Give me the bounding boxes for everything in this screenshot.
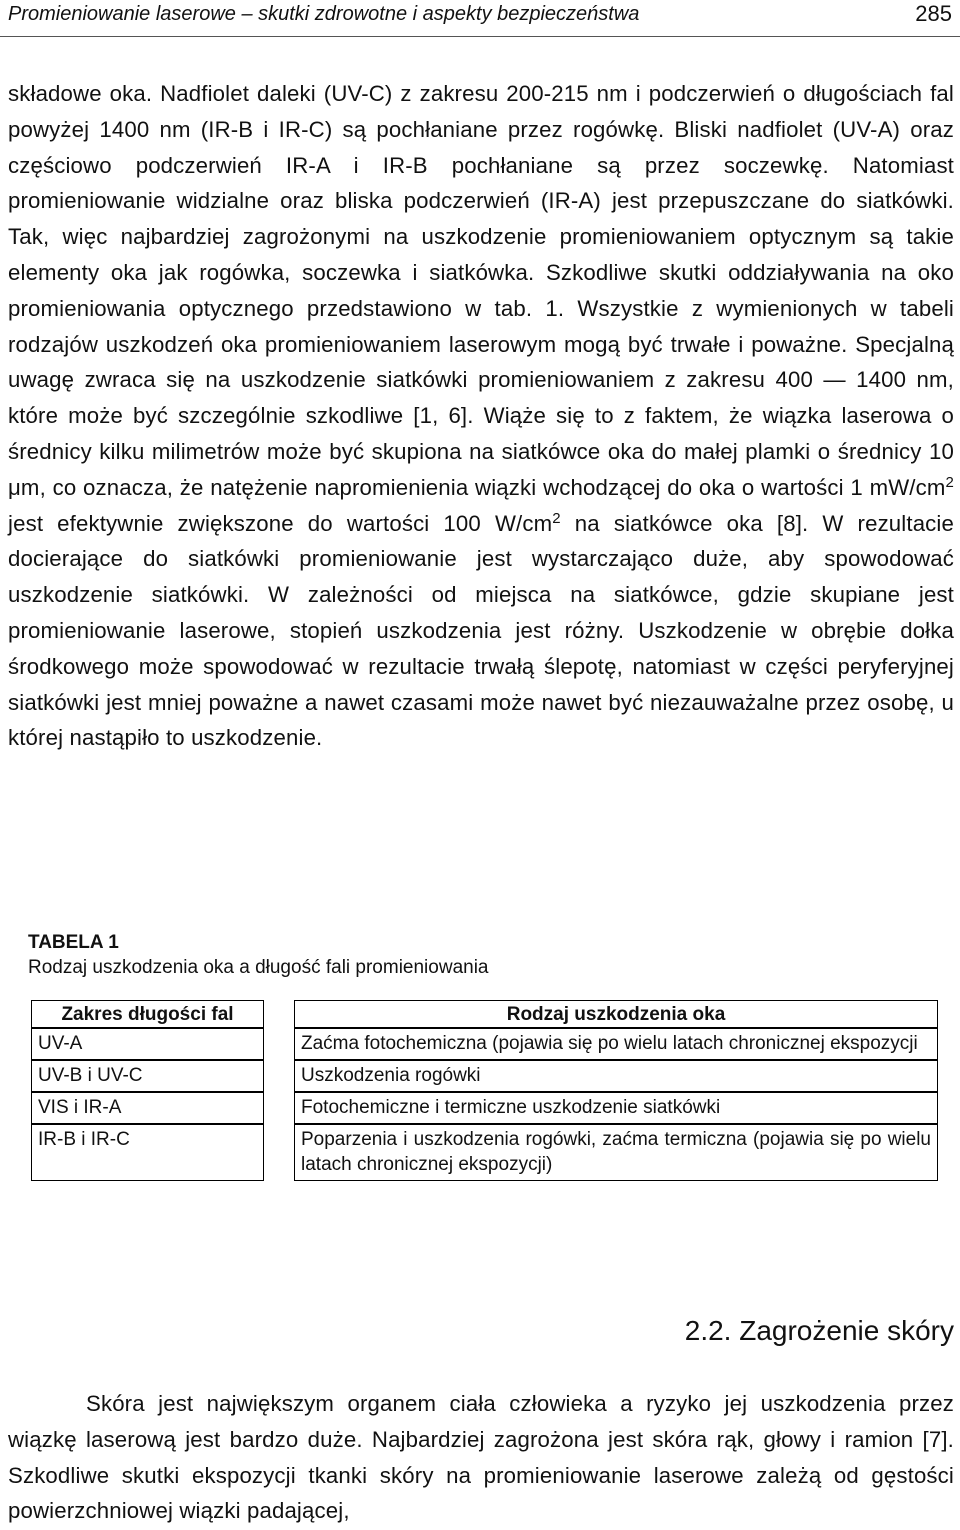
section-heading: 2.2. Zagrożenie skóry: [684, 1315, 954, 1346]
running-header-title: Promieniowanie laserowe – skutki zdrowotne i aspekty bezpieczeństwa: [8, 3, 640, 25]
table-cell-damage: Zaćma fotochemiczna (pojawia się po wielu latach chronicznej ekspozycji: [294, 1028, 938, 1060]
body-text-part-a: składowe oka. Nadfiolet daleki (UV-C) z zakresu 200-215 nm i podczerwień o długościach fal powyżej 1400 nm (IR-B i IR-C) są pochłaniane przez rogówkę. Bliski nadfiolet (UV-A) oraz częściowo podczerwień IR-A i IR-B pochłaniane są przez soczewkę. Natomiast promieniowanie widzialne oraz bliska podczerwień (IR-A) jest przepuszczane do siatkówki. Tak, więc najbardziej zagrożonymi na uszkodzenie promieniowaniem optycznym są takie elementy oka jak rogówka, soczewka i siatkówka. Szkodliwe skutki oddziaływania na oko promieniowania optycznego przedstawiono w tab. 1. Wszystkie z wymienionych w tabeli rodzajów uszkodzeń oka promieniowaniem laserowym mogą być trwałe i poważne. Specjalną uwagę zwraca się na uszkodzenie siatkówki promieniowaniem z zakresu 400 — 1400 nm, które może być szczególnie szkodliwe [1, 6]. Wiąże się to z faktem, że wiązka laserowa o średnicy kilku milimetrów może być skupiona na siatkówce oka do małej plamki o średnicy 10 μm, co oznacza, że natężenie napromienienia wiązki wchodzącej do oka o wartości 1 mW/cm: [8, 81, 954, 500]
table-caption: Rodzaj uszkodzenia oka a długość fali promieniowania: [28, 957, 489, 978]
body-paragraph: [8, 76, 954, 756]
table-cell-range: UV-B i UV-C: [31, 1060, 264, 1092]
section-paragraph: Skóra jest największym organem ciała człowieka a ryzyko jej uszkodzenia przez wiązkę laserową jest bardzo duże. Najbardziej zagrożona jest skóra rąk, głowy i ramion [7]. Szkodliwe skutki ekspozycji tkanki skóry na promieniowanie laserowe zależą od gęstości powierzchniowej wiązki padającej,: [8, 1391, 954, 1524]
table-cell-range: UV-A: [31, 1028, 264, 1060]
table-cell-range: IR-B i IR-C: [31, 1124, 264, 1181]
header-rule: [0, 36, 960, 37]
table-header-damage: Rodzaj uszkodzenia oka: [294, 1000, 938, 1028]
table-header-row: [31, 1000, 938, 1028]
table-row: [31, 1028, 938, 1060]
table-cell-damage: Fotochemiczne i termiczne uszkodzenie siatkówki: [294, 1092, 938, 1124]
table-gap: [264, 1124, 294, 1181]
table-row: [31, 1124, 938, 1181]
superscript-exponent: 2: [552, 509, 561, 527]
table-cell-damage: Uszkodzenia rogówki: [294, 1060, 938, 1092]
table-block: [28, 930, 938, 1175]
table-header-range: Zakres długości fal: [31, 1000, 264, 1028]
table-row: [31, 1092, 938, 1124]
table-gap: [264, 1028, 294, 1060]
table-gap: [264, 1060, 294, 1092]
page-number: 285: [915, 1, 952, 26]
table-cell-range: VIS i IR-A: [31, 1092, 264, 1124]
table-cell-damage: Poparzenia i uszkodzenia rogówki, zaćma termiczna (pojawia się po wielu latach chronicznej ekspozycji): [294, 1124, 938, 1181]
table-gap: [264, 1000, 294, 1028]
damage-table: [31, 1000, 938, 1181]
table-gap: [264, 1092, 294, 1124]
body-text-part-c: na siatkówce oka [8]. W rezultacie docierające do siatkówki promieniowanie jest wystarczająco duże, aby spowodować uszkodzenie siatkówki. W zależności od miejsca na siatkówce, gdzie skupiane jest promieniowanie laserowe, stopień uszkodzenia jest różny. Uszkodzenie w obrębie dołka środkowego może spowodować w rezultacie trwałą ślepotę, natomiast w części peryferyjnej siatkówki jest mniej poważne a nawet czasami może nawet być niezauważalne przez osobę, u której nastąpiło to uszkodzenie.: [8, 510, 954, 751]
table-label: TABELA 1: [28, 932, 119, 953]
table-row: [31, 1060, 938, 1092]
running-header: [8, 2, 952, 26]
superscript-exponent: 2: [945, 473, 954, 491]
body-text-part-b: jest efektywnie zwiększone do wartości 100 W/cm: [8, 510, 553, 536]
